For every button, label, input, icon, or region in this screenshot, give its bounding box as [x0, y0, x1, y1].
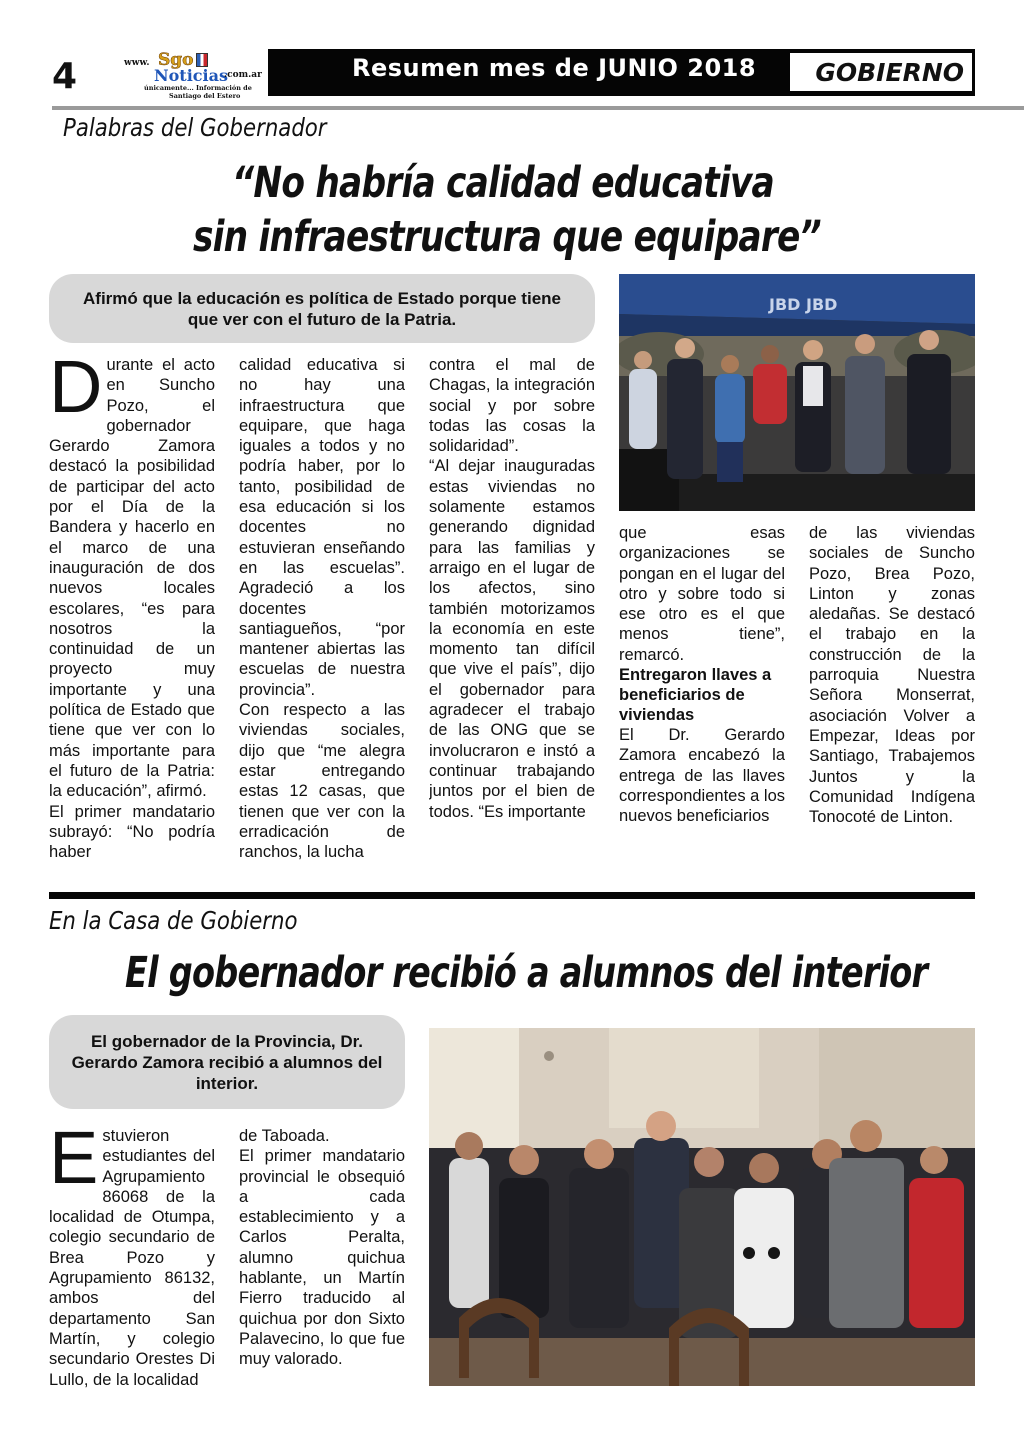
logo-www: www. [124, 58, 150, 68]
article1-headline-line1: “No habría calidad educativa [232, 158, 774, 208]
article1-headline-line2: sin infraestructura que equipare” [193, 212, 821, 262]
banner-text: JBD JBD [769, 295, 838, 314]
section-label: GOBIERNO [815, 58, 964, 87]
article1-column-2 [239, 355, 405, 875]
article1-column-5 [809, 523, 975, 875]
logo-sgo: Sgo [158, 50, 194, 70]
stage-photo [619, 274, 975, 511]
article1-photo [619, 274, 975, 511]
article1-col5-p1: de las viviendas sociales de Suncho Pozo, Brea Pozo, Linton y zonas aledañas. Se destacó el trabajo en la construcción de la parroquia Nuestra Señora Monserrat, asociación Volver a Empezar, Ideas por Santiago, Trabajemos Juntos y la Comunidad Indígena Tonocoté de Linton. [809, 524, 975, 827]
logo-domain: .com.ar [224, 70, 262, 80]
article2-dropcap: E [49, 1126, 99, 1199]
article1-col1-p1: urante el acto en Suncho Pozo, el gobernador Gerardo Zamora destacó la posibilidad de participar del acto por el Día de la Bandera y hacerlo en el marco de una inauguración de dos nuevos locales escolares, “es para nosotros la continuidad de un proyecto muy importante y una política de Estado que tiene que ver con lo más importante para el futuro de la Patria: la educación”, afirmó. [49, 356, 215, 801]
article1-dropcap: D [49, 355, 103, 428]
article2-kicker: En la Casa de Gobierno [49, 906, 298, 935]
article-divider [49, 892, 975, 899]
logo-tagline-location: Santiago del Estero [169, 92, 241, 100]
article1-kicker: Palabras del Gobernador [63, 113, 327, 142]
article2-summary-text: El gobernador de la Provincia, Dr. Gerardo Zamora recibió a alumnos del interior. [71, 1031, 383, 1093]
article2-column-1 [49, 1126, 215, 1396]
article1-column-1 [49, 355, 215, 875]
article1-col1-p2: El primer mandatario subrayó: “No podría haber [49, 802, 215, 862]
article2-col2-p2: El primer mandatario provincial le obsequió a cada establecimiento y a Carlos Peralta, alumno quichua hablante, un Martín Fierro traducido al quichua por don Sixto Palavecino, lo que fue muy valorado. [239, 1147, 405, 1369]
site-logo[interactable] [124, 50, 264, 100]
article1-summary-text: Afirmó que la educación es política de Estado porque tiene que ver con el futuro de la Patria. [83, 288, 561, 329]
article1-col4-p1: que esas organizaciones se pongan en el lugar del otro y sobre todo si ese otro es el que menos tiene”, remarcó. [619, 524, 785, 664]
section-tab [790, 53, 972, 91]
flag-icon [196, 53, 208, 67]
article2-summary [49, 1015, 405, 1109]
issue-title: Resumen mes de JUNIO 2018 [352, 54, 757, 82]
article2-col1-p1: stuvieron estudiantes del Agrupamiento 86068 de la localidad de Otumpa, colegio secundario de Brea Pozo y Agrupamiento 86132, ambos del departamento San Martín, y colegio secundario Orestes Di Lullo, de la localidad [49, 1127, 215, 1389]
article1-col2-p2: Con respecto a las viviendas sociales, dijo que “me alegra estar entregando estas 12 casas, que tienen que ver con la erradicación de ranchos, la lucha [239, 701, 405, 862]
logo-noticias: Noticias [154, 66, 228, 85]
article1-column-3 [429, 355, 595, 875]
article1-col3-p1: contra el mal de Chagas, la integración social y por sobre todas las cosas la solidaridad”. [429, 356, 595, 456]
logo-tagline: únicamente... Información de [144, 84, 252, 92]
article1-col3-p2: “Al dejar inauguradas estas viviendas no solamente estamos generando dignidad para las familias y arraigo en el lugar de los afectos, sino también motorizamos la economía en este momento tan difícil que vive el país”, dijo el gobernador para agradecer el trabajo de las ONG que se involucraron e instó a continuar trabajando juntos por el bien de todos. “Es importante [429, 457, 595, 821]
article2-photo [429, 1028, 975, 1386]
article2-headline: El gobernador recibió a alumnos del interior [125, 948, 928, 998]
article2-column-2 [239, 1126, 405, 1396]
article2-col2-p1: de Taboada. [239, 1127, 330, 1145]
header-rule [52, 106, 1024, 110]
article1-subhead: Entregaron llaves a beneficiarios de viviendas [619, 666, 772, 725]
article1-column-4 [619, 523, 785, 875]
article1-col4-p2: El Dr. Gerardo Zamora encabezó la entrega de las llaves correspondientes a los nuevos beneficiarios [619, 726, 785, 826]
students-photo [429, 1028, 975, 1386]
article1-col2-p1: calidad educativa si no hay una infraestructura que equipare, que haga iguales a todos y no podría haber, por lo tanto, posibilidad de esa educación si los docentes no estuvieran enseñando en las escuelas”. Agradeció a los docentes santiagueños, “por mantener abiertas las escuelas de nuestra provincia”. [239, 356, 405, 699]
article1-summary [49, 274, 595, 343]
page-number: 4 [52, 56, 78, 97]
